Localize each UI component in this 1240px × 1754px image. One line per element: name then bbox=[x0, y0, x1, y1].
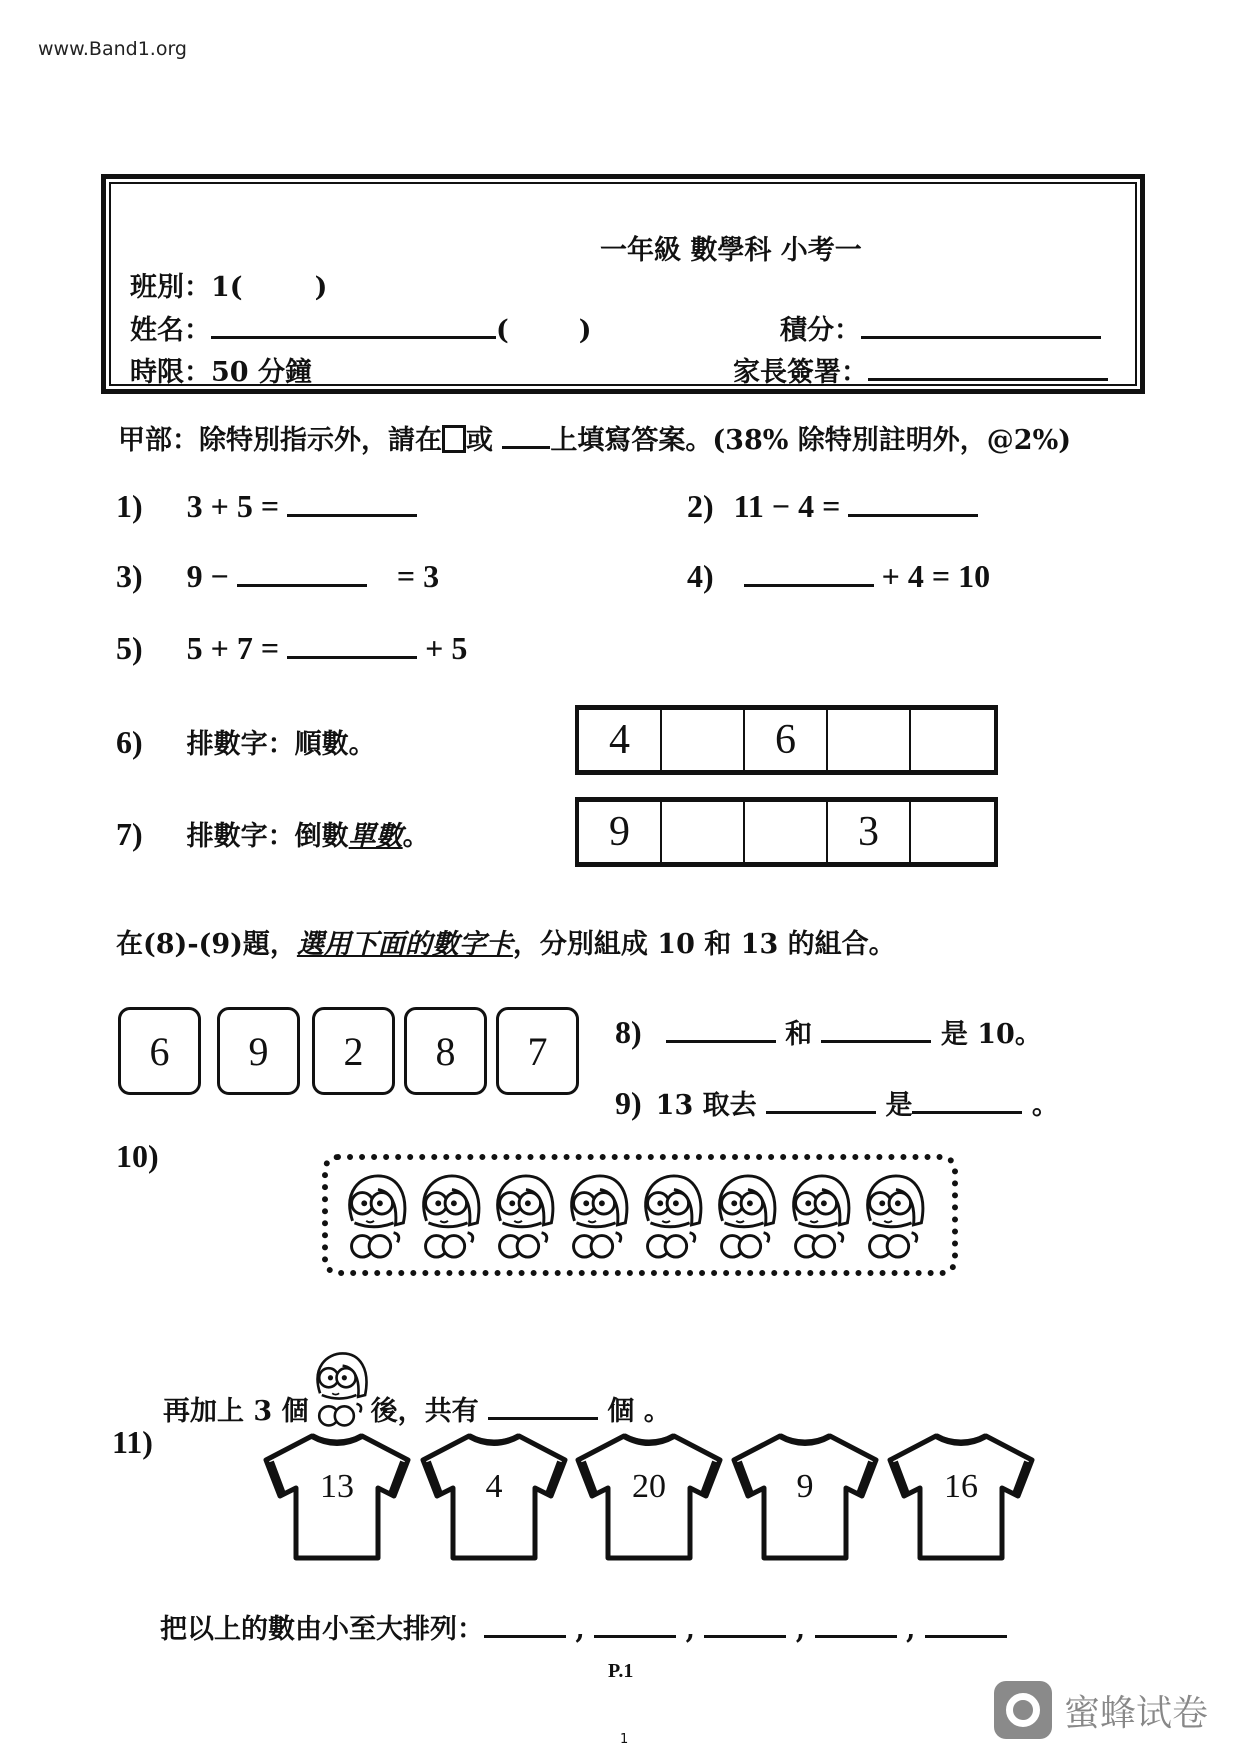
number-card: 9 bbox=[217, 1007, 300, 1095]
q11-number: 11) bbox=[112, 1424, 153, 1460]
character-icon bbox=[710, 1172, 780, 1260]
tshirt-card bbox=[886, 1432, 1036, 1562]
answer-blank[interactable] bbox=[848, 514, 978, 517]
tshirt-number: 9 bbox=[796, 1468, 814, 1505]
time-limit: 時限：50 分鐘 bbox=[130, 357, 312, 388]
sequence-grid-q7 bbox=[575, 797, 998, 867]
grid-cell[interactable]: 9 bbox=[579, 802, 662, 862]
grid-cell[interactable] bbox=[662, 802, 745, 862]
intro-a: 甲部：除特別指示外，請在 bbox=[118, 425, 442, 456]
class-close: ) bbox=[314, 272, 328, 303]
tshirt-card bbox=[574, 1432, 724, 1562]
intro-b: ，分別組成 10 和 13 的組合。 bbox=[512, 929, 896, 960]
q-mid: 後，共有 bbox=[370, 1396, 479, 1427]
grid-cell[interactable]: 6 bbox=[745, 710, 828, 770]
answer-blank[interactable] bbox=[287, 514, 417, 517]
intro-a: 在(8)-(9)題， bbox=[116, 929, 297, 960]
q-expr: 3 + 5 = bbox=[186, 488, 280, 524]
q10-number: 10) bbox=[116, 1138, 159, 1174]
q-num: 7) bbox=[116, 816, 143, 852]
answer-blank[interactable] bbox=[815, 1635, 897, 1638]
character-icon bbox=[858, 1172, 928, 1260]
answer-blank[interactable] bbox=[744, 584, 874, 587]
number-card: 7 bbox=[496, 1007, 579, 1095]
character-icon bbox=[784, 1172, 854, 1260]
q-underlined: 單數 bbox=[348, 821, 403, 852]
answer-blank[interactable] bbox=[237, 584, 367, 587]
answer-blank[interactable] bbox=[488, 1417, 598, 1420]
question-5 bbox=[116, 630, 467, 667]
q-pre: 再加上 3 個 bbox=[163, 1396, 309, 1427]
answer-blank[interactable] bbox=[666, 1040, 776, 1043]
q-num: 4) bbox=[687, 558, 714, 594]
q-mid: 和 bbox=[785, 1019, 813, 1050]
watermark bbox=[994, 1681, 1208, 1739]
question-9 bbox=[615, 1083, 1059, 1122]
question-8 bbox=[615, 1012, 1042, 1051]
q8-9-instructions bbox=[116, 922, 896, 961]
character-icon bbox=[562, 1172, 632, 1260]
score-field[interactable] bbox=[780, 308, 1101, 347]
grid-cell[interactable] bbox=[662, 710, 745, 770]
score-label: 積分： bbox=[780, 315, 861, 346]
character-icon bbox=[309, 1350, 371, 1428]
question-7 bbox=[116, 814, 430, 853]
watermark-logo-icon bbox=[994, 1681, 1052, 1739]
number-card: 8 bbox=[404, 1007, 487, 1095]
name-paren-open: ( bbox=[496, 315, 509, 346]
intro-c: 上填寫答案。(38% 除特別註明外，@2%) bbox=[550, 425, 1072, 456]
answer-blank[interactable] bbox=[704, 1635, 786, 1638]
q-expr-end: + 4 = 10 bbox=[881, 558, 991, 594]
number-card: 2 bbox=[312, 1007, 395, 1095]
class-label: 班別：1( bbox=[130, 272, 243, 303]
q-num: 5) bbox=[116, 630, 143, 666]
tshirt-card bbox=[419, 1432, 569, 1562]
tshirt-card bbox=[730, 1432, 880, 1562]
number-card: 6 bbox=[118, 1007, 201, 1095]
tshirt-number: 16 bbox=[944, 1468, 978, 1505]
q-num: 9) bbox=[615, 1085, 642, 1121]
q-text: 排數字：順數。 bbox=[186, 729, 376, 760]
character-row bbox=[340, 1172, 928, 1260]
page-number: 1 bbox=[620, 1732, 629, 1747]
answer-blank[interactable] bbox=[287, 656, 417, 659]
q-expr: 11 − 4 = bbox=[733, 488, 841, 524]
intro-underlined: 選用下面的數字卡 bbox=[296, 929, 513, 960]
q-text: 排數字：倒數 bbox=[186, 821, 349, 852]
q-expr-end: + 5 bbox=[425, 630, 468, 666]
q-end: 。 bbox=[1031, 1090, 1059, 1121]
question-3 bbox=[116, 558, 439, 595]
q-num: 2) bbox=[687, 488, 714, 524]
question-4 bbox=[687, 558, 990, 595]
intro-b: 或 bbox=[466, 425, 493, 456]
grid-cell[interactable] bbox=[911, 710, 994, 770]
section-instructions bbox=[118, 418, 1071, 457]
tshirt-number: 13 bbox=[320, 1468, 354, 1505]
q-mid: 是 bbox=[885, 1090, 913, 1121]
q-expr: 5 + 7 = bbox=[186, 630, 280, 666]
grid-cell[interactable]: 4 bbox=[579, 710, 662, 770]
q-num: 6) bbox=[116, 724, 143, 760]
q-num: 1) bbox=[116, 488, 143, 524]
name-label: 姓名： bbox=[130, 315, 211, 346]
answer-blank[interactable] bbox=[912, 1111, 1022, 1114]
answer-box-icon bbox=[442, 425, 466, 453]
q-end: 。 bbox=[402, 821, 430, 852]
character-icon bbox=[488, 1172, 558, 1260]
q-end: 是 10。 bbox=[940, 1019, 1042, 1050]
watermark-text: 蜜蜂试卷 bbox=[1064, 1692, 1209, 1734]
answer-blank[interactable] bbox=[821, 1040, 931, 1043]
question-2 bbox=[687, 488, 978, 525]
q-end: 個 。 bbox=[607, 1396, 671, 1427]
class-field bbox=[130, 265, 327, 304]
answer-blank[interactable] bbox=[766, 1111, 876, 1114]
grid-cell[interactable] bbox=[745, 802, 828, 862]
answer-blank[interactable] bbox=[484, 1635, 566, 1638]
q-expr-end: = 3 bbox=[396, 558, 440, 594]
answer-blank[interactable] bbox=[925, 1635, 1007, 1638]
character-icon bbox=[414, 1172, 484, 1260]
parent-signature-field[interactable] bbox=[733, 350, 1108, 389]
question-6 bbox=[116, 722, 376, 761]
q10-text bbox=[163, 1350, 671, 1428]
q-expr: 9 − bbox=[186, 558, 229, 594]
q-text: 把以上的數由小至大排列： bbox=[160, 1614, 484, 1645]
grid-cell[interactable]: 3 bbox=[828, 802, 911, 862]
character-icon bbox=[340, 1172, 410, 1260]
character-icon bbox=[636, 1172, 706, 1260]
exam-title: 一年級 數學科 小考一 bbox=[600, 235, 862, 266]
name-paren-close: ) bbox=[578, 315, 592, 346]
answer-blank[interactable] bbox=[594, 1635, 676, 1638]
site-url: www.Band1.org bbox=[38, 38, 187, 60]
sign-label: 家長簽署： bbox=[733, 357, 868, 388]
q-pre: 13 取去 bbox=[655, 1090, 757, 1121]
question-1 bbox=[116, 488, 417, 525]
tshirt-card bbox=[262, 1432, 412, 1562]
q11-text: 把以上的數由小至大排列： , , , , bbox=[160, 1607, 1007, 1646]
q-num: 8) bbox=[615, 1014, 642, 1050]
tshirt-number: 4 bbox=[485, 1468, 503, 1505]
name-field[interactable] bbox=[130, 308, 592, 347]
sequence-grid-q6 bbox=[575, 705, 998, 775]
q-num: 3) bbox=[116, 558, 143, 594]
grid-cell[interactable] bbox=[911, 802, 994, 862]
page-label: P.1 bbox=[608, 1660, 634, 1682]
tshirt-number: 20 bbox=[632, 1468, 666, 1505]
grid-cell[interactable] bbox=[828, 710, 911, 770]
